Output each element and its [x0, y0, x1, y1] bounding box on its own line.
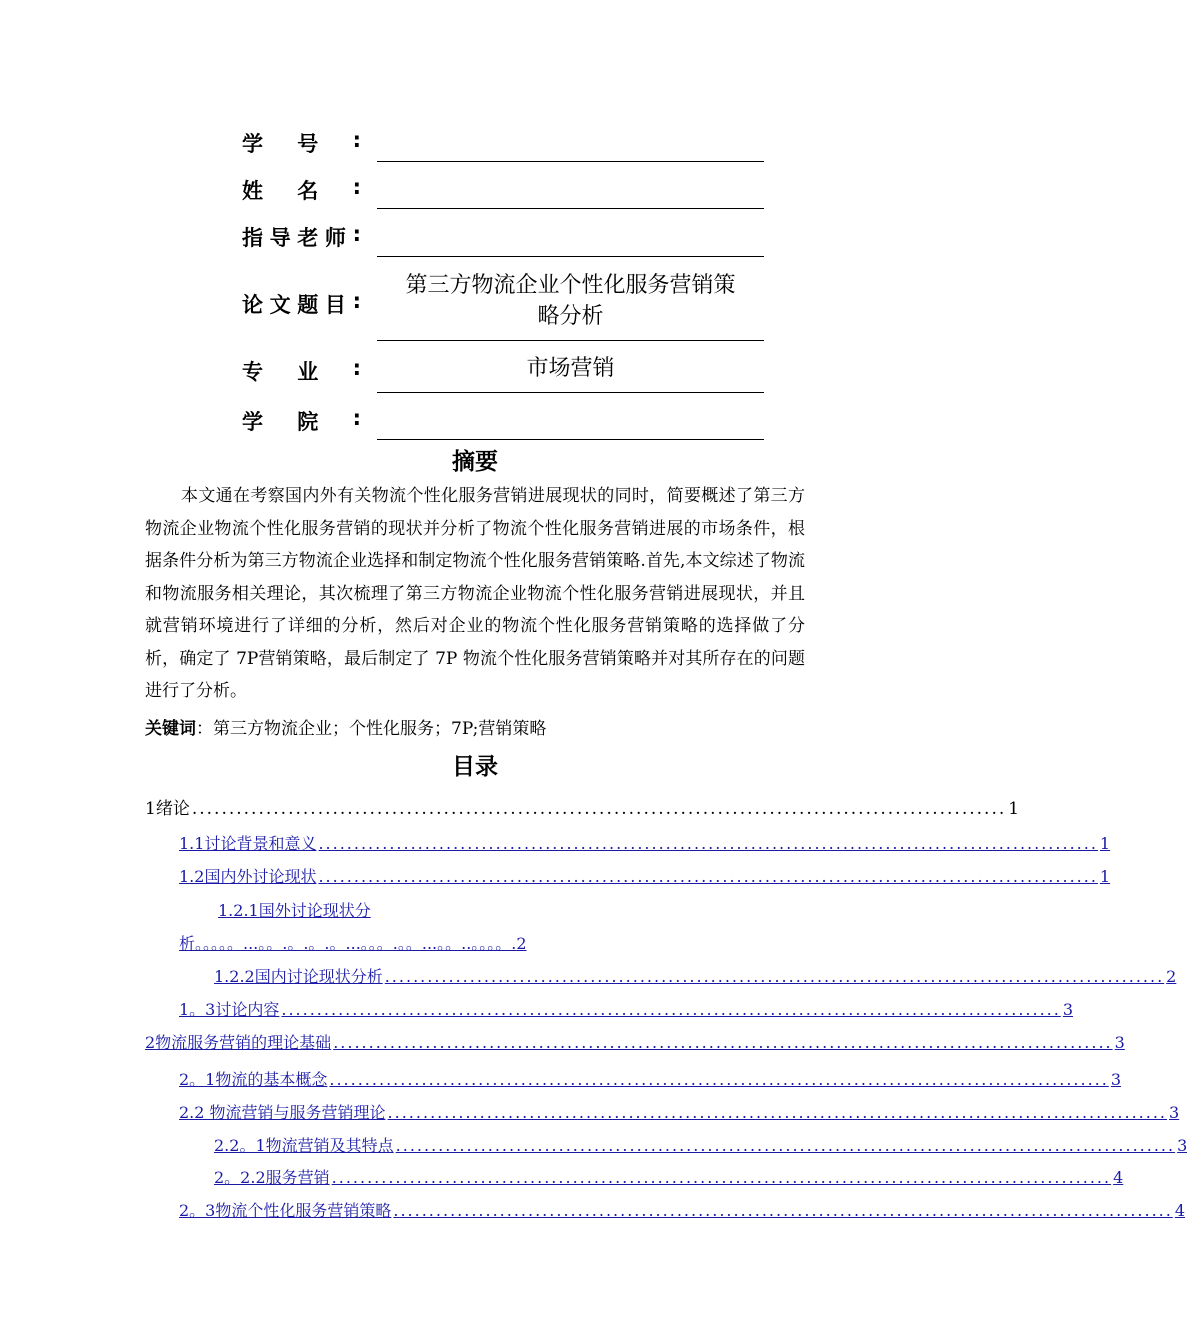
toc-leader: ..............................................................................................................	[393, 1201, 1173, 1220]
thesis-title-line2: 略分析	[537, 304, 604, 329]
toc-page-number: 1	[1099, 867, 1111, 886]
college-field[interactable]	[377, 439, 764, 440]
toc-page-number: 1	[1099, 834, 1111, 853]
keywords-label: 关键词	[145, 719, 196, 739]
student-id-field[interactable]	[377, 161, 764, 162]
toc-page-number: 4	[1174, 1201, 1186, 1220]
toc-page-number: 3	[1110, 1070, 1122, 1089]
toc-entry[interactable]: 1.2.2国内讨论现状分析 .............................................................................................................. 2	[214, 967, 1177, 986]
toc-entry[interactable]: 2物流服务营销的理论基础 .............................................................................................................. 3	[145, 1033, 1125, 1052]
toc-entry[interactable]: 2.2。1物流营销及其特点 .............................................................................................................. 3	[214, 1136, 1187, 1155]
toc-leader: ..............................................................................................................	[191, 799, 1007, 819]
toc-leader: ..............................................................................................................	[281, 1000, 1061, 1019]
toc-entry[interactable]: 1。3讨论内容 .............................................................................................................. 3	[179, 1000, 1074, 1019]
abstract-heading: 摘要	[452, 449, 498, 475]
keywords-line	[145, 714, 546, 739]
toc-leader: ..............................................................................................................	[329, 1070, 1109, 1089]
toc-page-number: 3	[1114, 1033, 1125, 1052]
toc-entry-wrapped-line1[interactable]: 1.2.1国外讨论现状分	[218, 901, 371, 920]
toc-leader: ..............................................................................................................	[384, 967, 1165, 986]
toc-page-number: 2	[1166, 967, 1177, 986]
advisor-field[interactable]	[377, 256, 764, 257]
student-id-label: 学 号 :	[242, 128, 367, 156]
thesis-title-value	[377, 270, 764, 332]
toc-leader: ..............................................................................................................	[387, 1103, 1167, 1122]
toc-entry[interactable]: 析。。。。。...。。.。.。.。...。。。.。。...。。..。。。。. 2	[179, 934, 527, 953]
toc-entry[interactable]: 2。3物流个性化服务营销策略 .............................................................................................................. 4	[179, 1201, 1186, 1220]
toc-entry[interactable]: 1绪论 .............................................................................................................. 1	[145, 799, 1020, 819]
toc-leader: ..............................................................................................................	[318, 867, 1098, 886]
toc-page-number: 4	[1113, 1168, 1124, 1187]
toc-heading: 目录	[452, 754, 498, 780]
college-label: 学 院 :	[242, 406, 367, 434]
toc-entry[interactable]: 2。2.2服务营销 .............................................................................................................. 4	[214, 1168, 1124, 1187]
toc-page-number: 2	[516, 934, 527, 953]
major-value: 市场营销	[526, 356, 615, 381]
toc-page-number: 3	[1062, 1000, 1074, 1019]
thesis-title-line1: 第三方物流企业个性化服务营销策	[405, 273, 736, 298]
toc-leader: ..............................................................................................................	[318, 834, 1098, 853]
toc-leader: ..............................................................................................................	[333, 1033, 1113, 1052]
toc-entry[interactable]: 1.2国内外讨论现状 .............................................................................................................. 1	[179, 867, 1111, 886]
name-label: 姓 名 :	[242, 175, 367, 203]
major-label: 专 业 :	[242, 356, 367, 384]
toc-page-number: 3	[1177, 1136, 1187, 1155]
keywords-value: ：第三方物流企业；个性化服务；7P;营销策略	[196, 719, 547, 739]
toc-page-number: 1	[1008, 799, 1020, 819]
abstract-body: 本文通在考察国内外有关物流个性化服务营销进展现状的同时，简要概述了第三方物流企业物流个性化服务营销的现状并分析了物流个性化服务营销进展的市场条件，根据条件分析为第三方物流企业选择和制定物流个性化服务营销策略.首先,本文综述了物流和物流服务相关理论，其次梳理了第三方物流企业物流个性化服务营销进展现状，并且就营销环境进行了详细的分析，然后对企业的物流个性化服务营销策略的选择做了分析，确定了 7P营销策略，最后制定了 7P 物流个性化服务营销策略并对其所存在的问题进行了分析。	[145, 486, 805, 701]
major-field[interactable]	[377, 392, 764, 393]
toc-page-number: 3	[1169, 1103, 1180, 1122]
toc-entry[interactable]: 2.2 物流营销与服务营销理论 .............................................................................................................. 3	[179, 1103, 1180, 1122]
toc-entry[interactable]: 1.1讨论背景和意义 .............................................................................................................. 1	[179, 834, 1111, 853]
advisor-label: 指 导 老 师 :	[242, 222, 367, 250]
toc-entry[interactable]: 2。1物流的基本概念 .............................................................................................................. 3	[179, 1070, 1122, 1089]
toc-leader: ..............................................................................................................	[395, 1136, 1176, 1155]
name-field[interactable]	[377, 208, 764, 209]
toc-leader: ..............................................................................................................	[331, 1168, 1112, 1187]
thesis-title-field[interactable]	[377, 340, 764, 341]
thesis-title-label: 论 文 题 目 :	[242, 289, 367, 317]
